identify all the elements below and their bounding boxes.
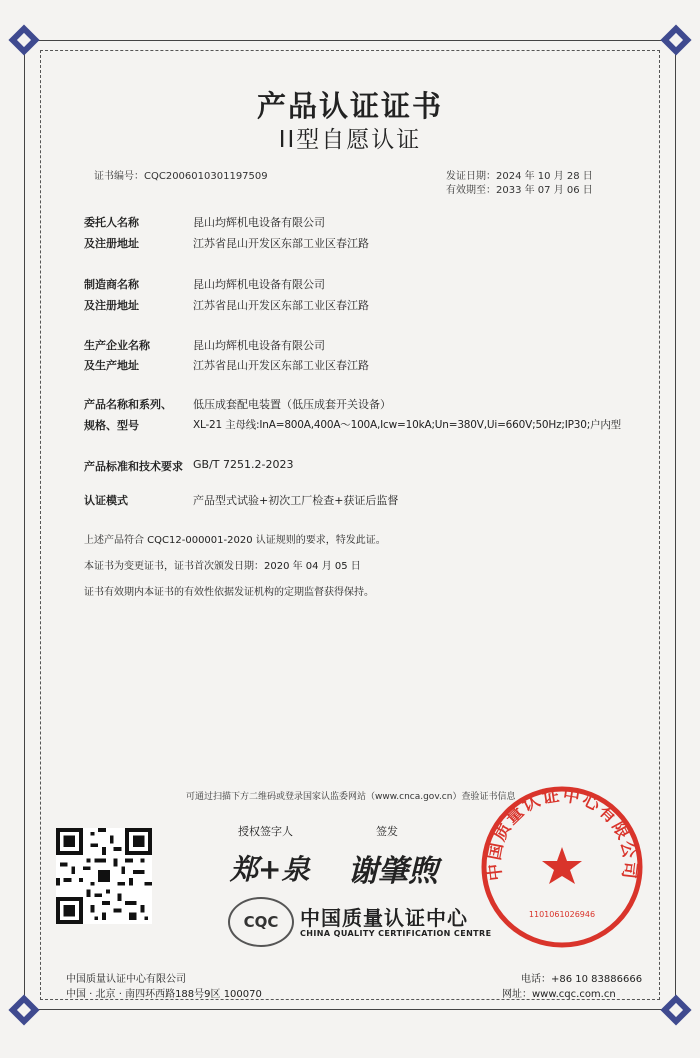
standard-label: 产品标准和技术要求 — [84, 460, 183, 473]
factory-label-1: 生产企业名称 — [84, 339, 150, 352]
org-name-cn: 中国质量认证中心 — [300, 906, 468, 930]
certificate-title: 产品认证证书 — [256, 89, 443, 123]
statement-2: 本证书为变更证书，证书首次颁发日期：2020 年 04 月 05 日 — [84, 561, 361, 572]
issuer-label: 签发 — [376, 825, 398, 838]
org-name-en: CHINA QUALITY CERTIFICATION CENTRE — [300, 929, 492, 938]
manufacturer-name: 昆山均辉机电设备有限公司 — [193, 278, 325, 291]
valid-until-value: 2033 年 07 月 06 日 — [496, 185, 593, 196]
signature-authorized: 郑+泉 — [230, 853, 310, 886]
certificate-subtitle: II型自愿认证 — [278, 127, 422, 153]
manufacturer-address: 江苏省昆山开发区东部工业区春江路 — [193, 299, 369, 312]
footer-phone: 电话：+86 10 83886666 — [521, 974, 643, 985]
authorized-signatory-label: 授权签字人 — [238, 825, 293, 838]
manufacturer-label-2: 及注册地址 — [84, 299, 139, 312]
client-name: 昆山均辉机电设备有限公司 — [193, 216, 325, 229]
cqc-logo — [228, 897, 294, 947]
valid-until — [446, 181, 593, 196]
issue-date-label: 发证日期： — [446, 171, 496, 182]
mode-label: 认证模式 — [84, 494, 128, 507]
seal-code: 1101061026946 — [528, 910, 596, 919]
product-label-2: 规格、型号 — [84, 419, 139, 432]
footer-website[interactable]: 网址：www.cqc.com.cn — [502, 989, 616, 1000]
mode-value: 产品型式试验+初次工厂检查+获证后监督 — [193, 494, 399, 507]
footer-address: 中国 · 北京 · 南四环西路188号9区 100070 — [66, 989, 262, 1000]
qr-code-icon[interactable] — [56, 828, 152, 924]
manufacturer-label-1: 制造商名称 — [84, 278, 139, 291]
client-label-1: 委托人名称 — [84, 216, 139, 229]
signature-issuer: 谢肇煦 — [348, 854, 438, 889]
verify-note: 可通过扫描下方二维码或登录国家认监委网站（www.cnca.gov.cn）查验证书信息 — [186, 792, 516, 802]
seal-text: 中国质量认证中心有限公司 — [484, 785, 640, 882]
cert-number-label: 证书编号： — [94, 171, 144, 182]
standard-value: GB/T 7251.2-2023 — [193, 458, 294, 471]
product-model: XL-21 主母线:InA=800A,400A～100A,Icw=10kA;Un=380V,Ui=660V;50Hz;IP30;户内型 — [193, 419, 621, 431]
official-seal-icon — [480, 785, 644, 949]
client-label-2: 及注册地址 — [84, 237, 139, 250]
issue-date — [446, 167, 593, 182]
cert-number — [94, 167, 268, 182]
factory-label-2: 及生产地址 — [84, 359, 139, 372]
statement-3: 证书有效期内本证书的有效性依据发证机构的定期监督获得保持。 — [84, 587, 374, 598]
cqc-logo-text: CQC — [243, 913, 279, 931]
factory-address: 江苏省昆山开发区东部工业区春江路 — [193, 359, 369, 372]
cert-number-value: CQC2006010301197509 — [144, 171, 268, 182]
client-address: 江苏省昆山开发区东部工业区春江路 — [193, 237, 369, 250]
issue-date-value: 2024 年 10 月 28 日 — [496, 171, 593, 182]
factory-name: 昆山均辉机电设备有限公司 — [193, 339, 325, 352]
product-label-1: 产品名称和系列、 — [84, 398, 172, 411]
footer-company: 中国质量认证中心有限公司 — [66, 974, 186, 985]
valid-until-label: 有效期至： — [446, 185, 496, 196]
statement-1: 上述产品符合 CQC12-000001-2020 认证规则的要求，特发此证。 — [84, 535, 386, 546]
product-name: 低压成套配电装置（低压成套开关设备） — [193, 398, 391, 411]
